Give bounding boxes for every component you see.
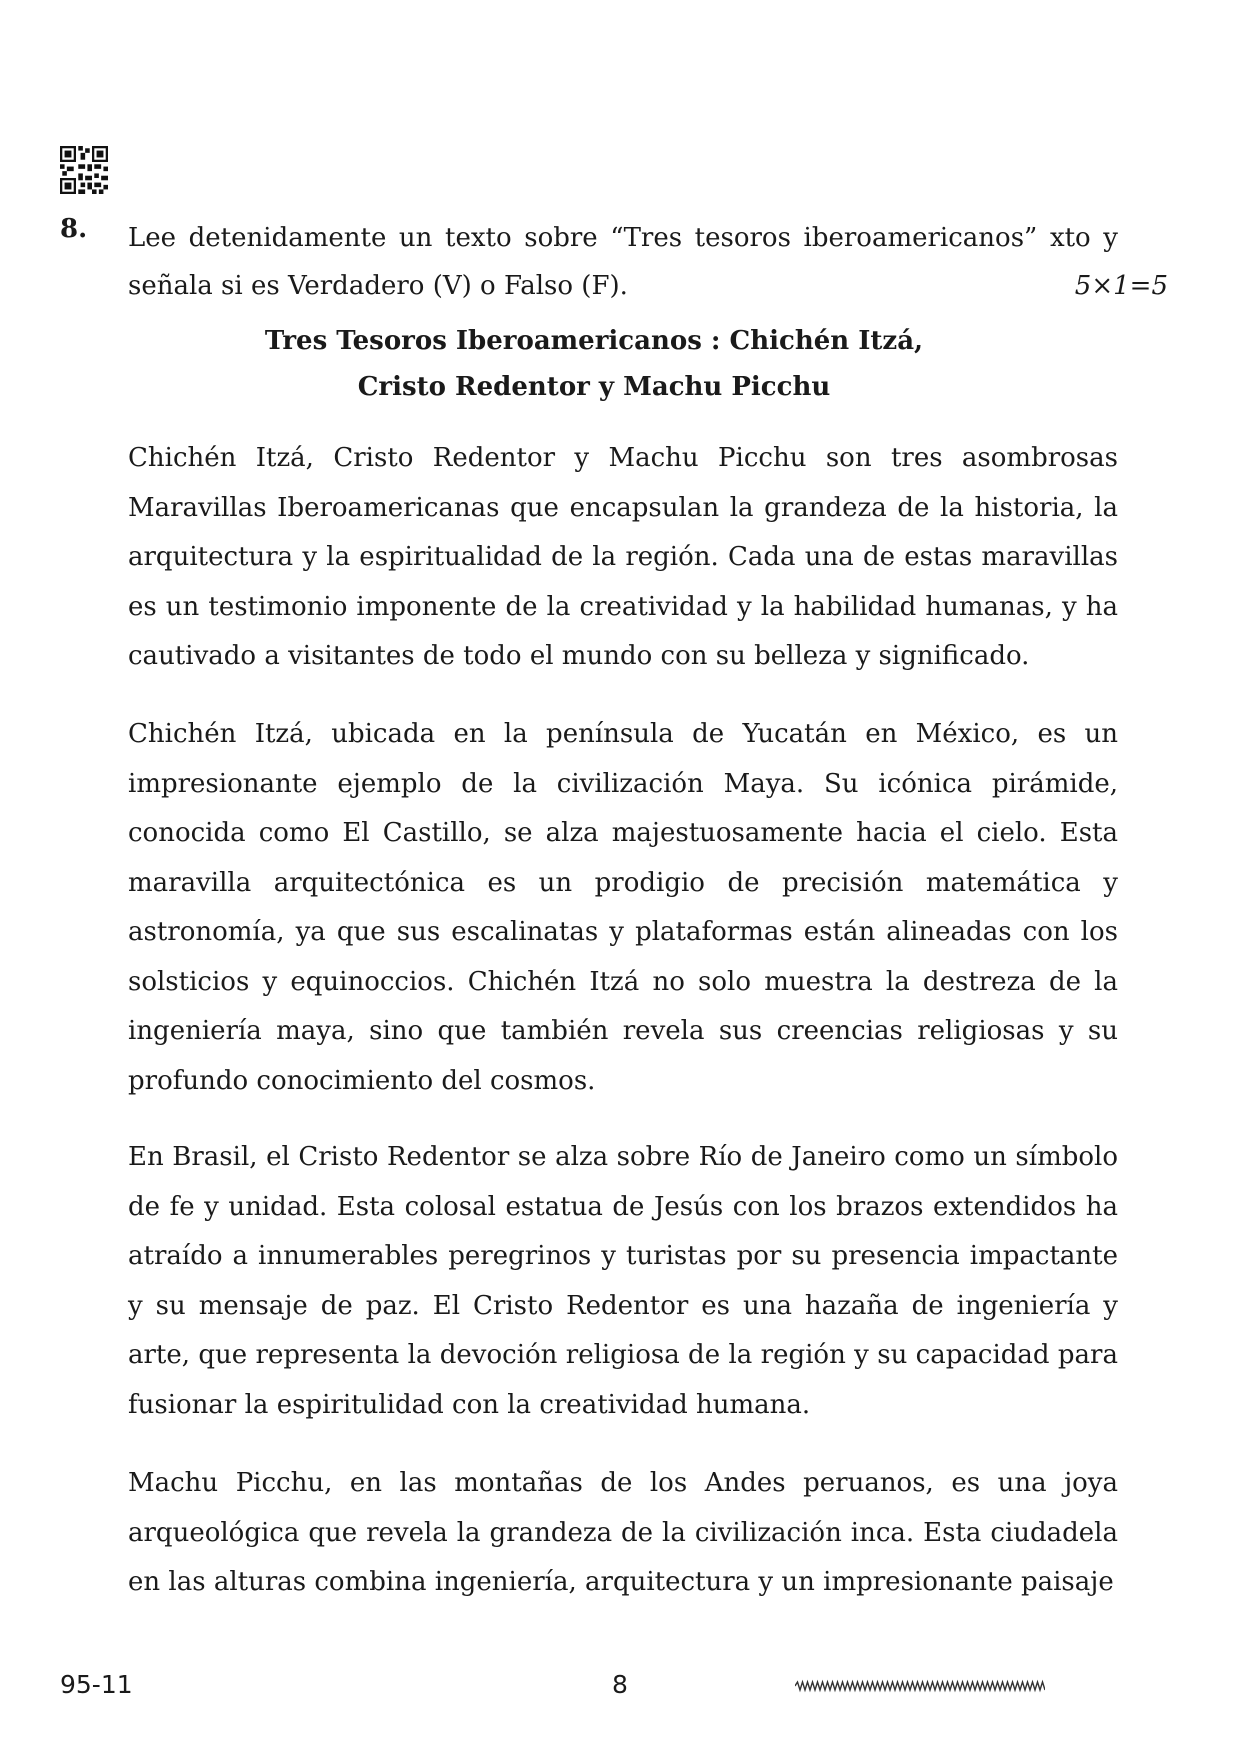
question-line-1: Lee detenidamente un texto sobre “Tres tesoros iberoamericanos” xto y (128, 223, 1118, 253)
paper-code: 95-11 (60, 1670, 133, 1699)
question-marks: 5×1=5 (1074, 271, 1168, 301)
qr-code-icon (60, 146, 108, 194)
wavy-line-decoration-icon (795, 1676, 1045, 1696)
question-number: 8. (60, 214, 88, 244)
question-line-2: señala si es Verdadero (V) o Falso (F). (128, 271, 628, 301)
paragraph-cristo-redentor: En Brasil, el Cristo Redentor se alza sobre Río de Janeiro como un símbolo de fe y unidad. Esta colosal estatua de Jesús con los brazos extendidos ha atraído a innumerables peregrinos y turistas por su presencia impactante y su mensaje de paz. El Cristo Redentor es una hazaña de ingeniería y arte, que representa la devoción religiosa de la región y su capacidad para fusionar la espiritulidad con la creatividad humana. (128, 1142, 1118, 1420)
paragraph-machu-picchu: Machu Picchu, en las montañas de los Andes peruanos, es una joya arqueológica que revela la grandeza de la civilización inca. Esta ciudadela en las alturas combina ingeniería, arquitectura y un impresionante paisaje (128, 1468, 1118, 1597)
text-title (128, 318, 1060, 410)
question-instruction (128, 214, 1168, 310)
title-line-2: Cristo Redentor y Machu Picchu (357, 372, 831, 402)
question-line-2-row (128, 262, 1168, 310)
paragraph-intro: Chichén Itzá, Cristo Redentor y Machu Picchu son tres asombrosas Maravillas Iberoamericanas que encapsulan la grandeza de la historia, la arquitectura y la espiritualidad de la región. Cada una de estas maravillas es un testimonio imponente de la creatividad y la habilidad humanas, y ha cautivado a visitantes de todo el mundo con su belleza y significado. (128, 443, 1118, 671)
title-line-1: Tres Tesoros Iberoamericanos : Chichén Itzá, (264, 326, 924, 356)
page-number: 8 (612, 1670, 628, 1699)
paragraph-chichen-itza: Chichén Itzá, ubicada en la península de Yucatán en México, es un impresionante ejemplo de la civilización Maya. Su icónica pirámide, conocida como El Castillo, se alza majestuosamente hacia el cielo. Esta maravilla arquitectónica es un prodigio de precisión matemática y astronomía, ya que sus escalinatas y plataformas están alineadas con los solsticios y equinoccios. Chichén Itzá no solo muestra la destreza de la ingeniería maya, sino que también revela sus creencias religiosas y su profundo conocimiento del cosmos. (128, 719, 1118, 1096)
